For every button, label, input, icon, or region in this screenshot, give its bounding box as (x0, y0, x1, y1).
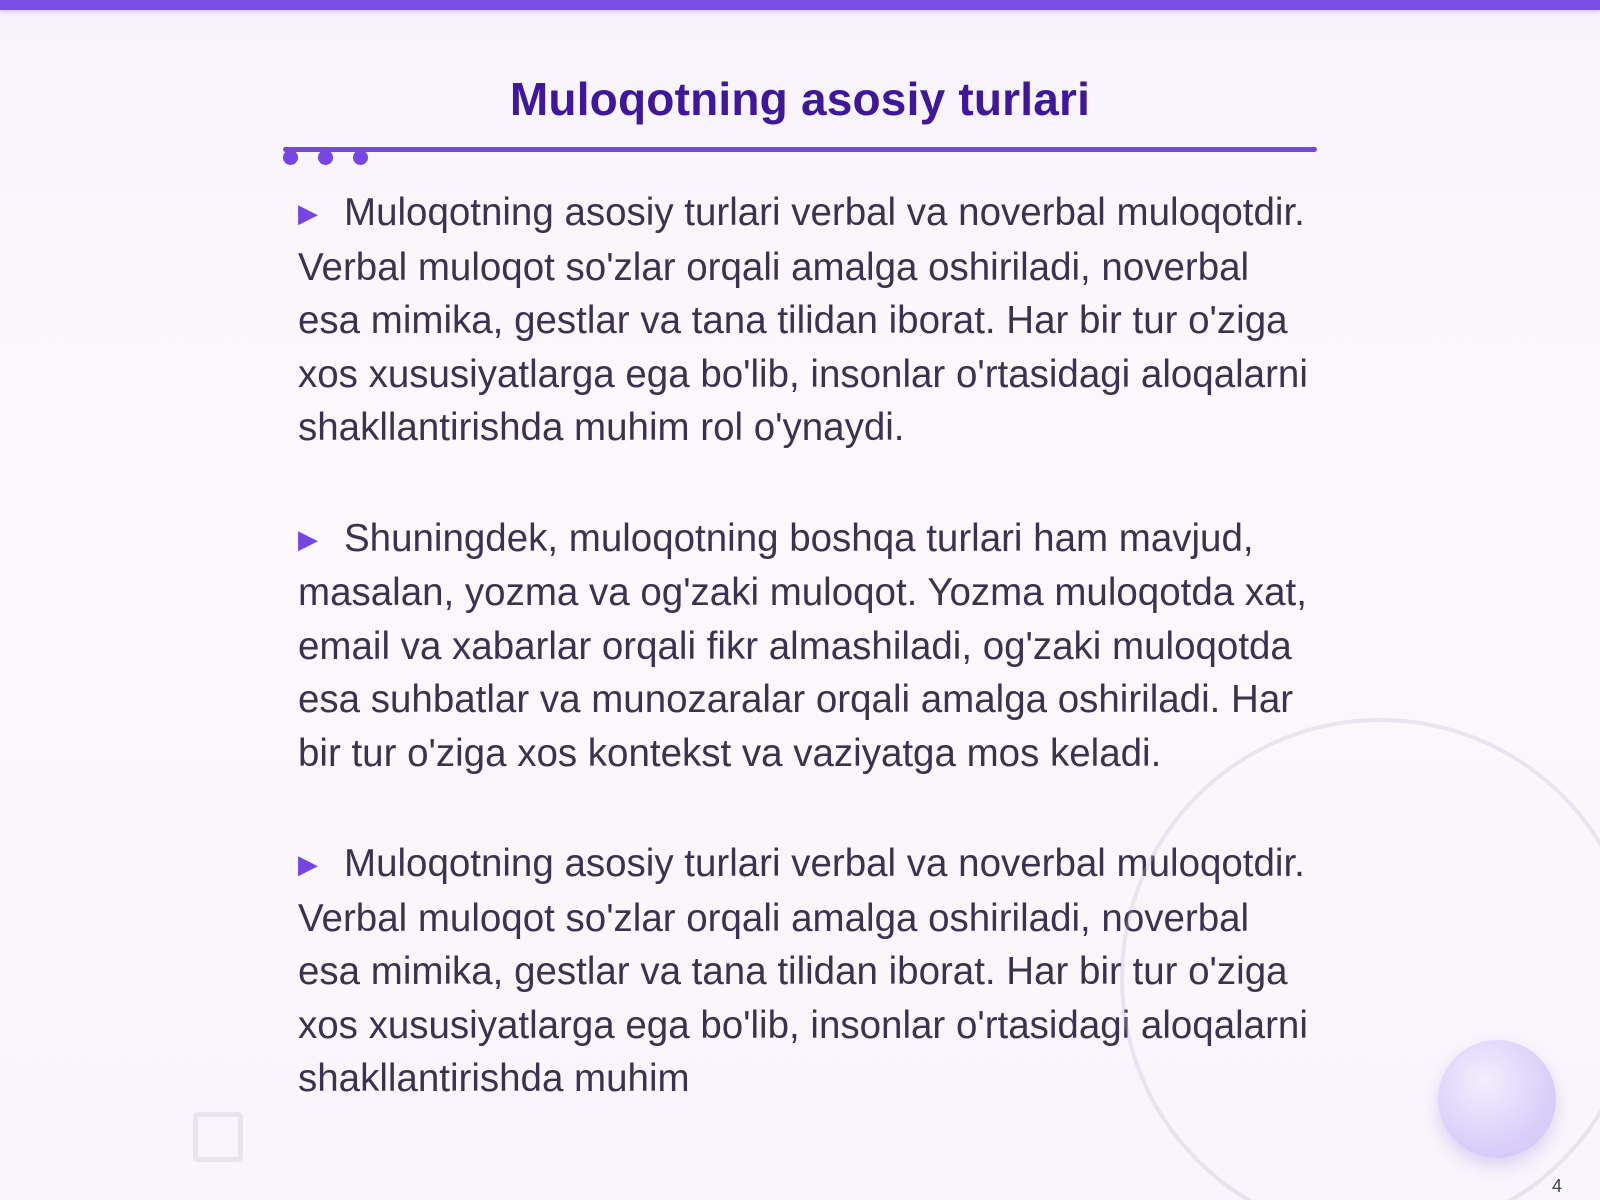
decorative-dots (283, 150, 383, 170)
triangle-right-icon: ▶ (298, 198, 318, 228)
slide-title: Muloqotning asosiy turlari (509, 73, 1091, 125)
bullet-paragraph (298, 186, 1308, 455)
title-underline (283, 147, 1317, 152)
paragraph-text: Muloqotning asosiy turlari verbal va noverbal muloqotdir. Verbal muloqot so'zlar orqali amalga oshiriladi, noverbal esa mimika, gestlar va tana tilidan iborat. Har bir tur o'ziga xos xususiyatlarga ega bo'lib, insonlar o'rtasidagi aloqalarni shakllantirishda muhim (298, 842, 1308, 1100)
triangle-right-icon: ▶ (298, 523, 318, 554)
bullet-paragraph (298, 512, 1308, 781)
decorative-dot (283, 150, 298, 165)
page-number: 4 (1552, 1176, 1563, 1196)
triangle-right-icon: ▶ (298, 849, 318, 879)
decorative-square (193, 1112, 243, 1162)
paragraph-text: Muloqotning asosiy turlari verbal va noverbal muloqotdir. Verbal muloqot so'zlar orqali amalga oshiriladi, noverbal esa mimika, gestlar va tana tilidan iborat. Har bir tur o'ziga xos xususiyatlarga ega bo'lib, insonlar o'rtasidagi aloqalarni shakllantirishda muhim rol o'ynaydi. (298, 191, 1308, 449)
decorative-orb (1438, 1040, 1556, 1158)
decorative-dot (353, 150, 368, 165)
decorative-dot (318, 150, 333, 165)
paragraph-text: Shuningdek, muloqotning boshqa turlari ham mavjud, masalan, yozma va og'zaki muloqot. Yozma muloqotda xat, email va xabarlar orqali fikr almashiladi, og'zaki muloqotda esa suhbatlar va munozaralar orqali amalga oshiriladi. Har bir tur o'ziga xos kontekst va vaziyatga mos keladi. (298, 516, 1307, 775)
top-accent-bar (0, 0, 1600, 10)
